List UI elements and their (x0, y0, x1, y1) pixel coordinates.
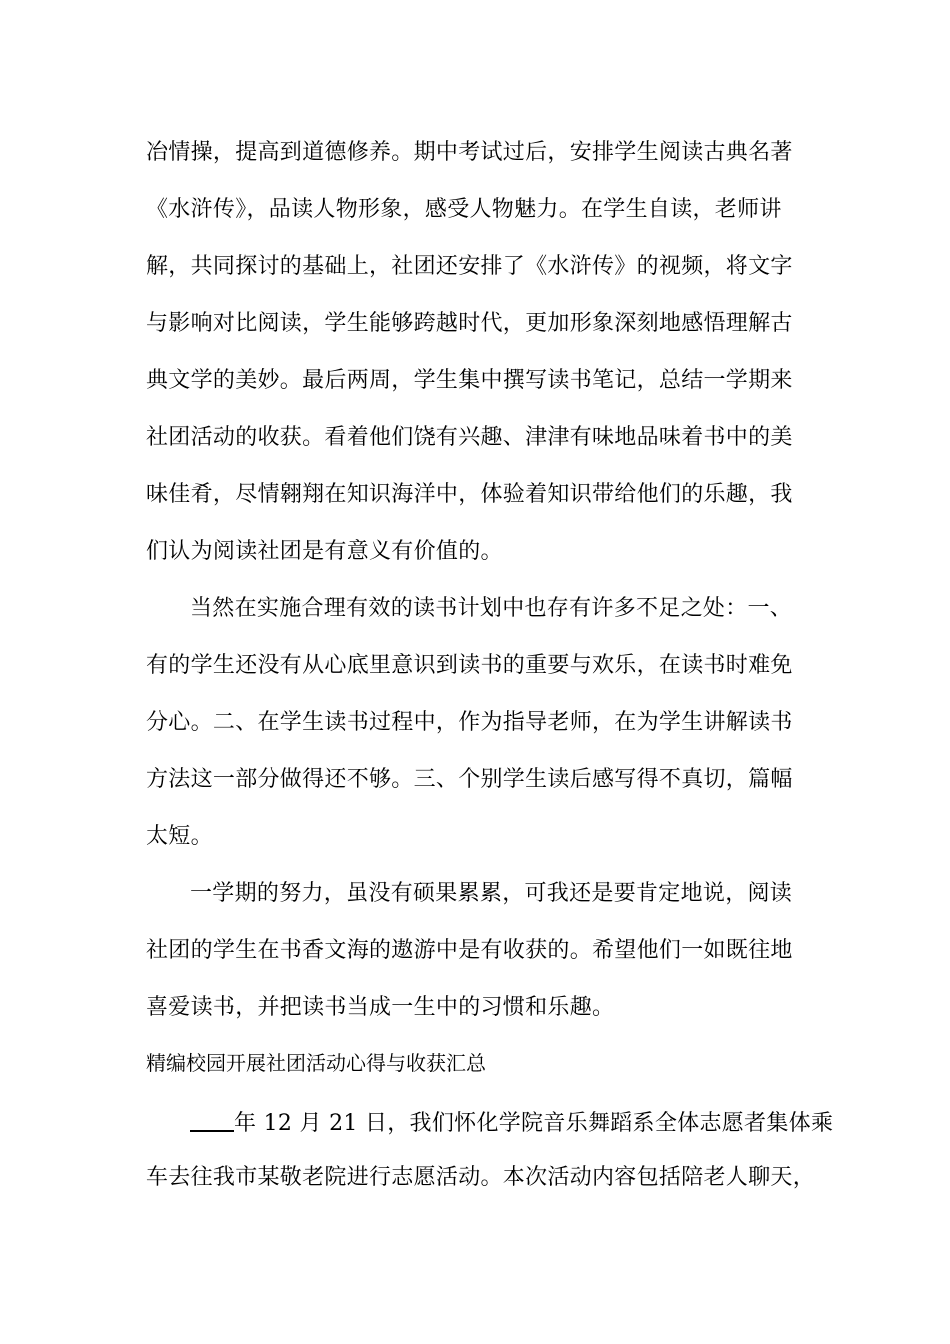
paragraph-4-line-2: 车去往我市某敬老院进行志愿活动。本次活动内容包括陪老人聊天， (146, 1165, 816, 1190)
paragraph-1-line-7: 味佳肴，尽情翱翔在知识海洋中，体验着知识带给他们的乐趣，我 (146, 482, 793, 507)
paragraph-3-line-2: 社团的学生在书香文海的遨游中是有收获的。希望他们一如既往地 (146, 938, 793, 963)
paragraph-1-line-4: 与影响对比阅读，学生能够跨越时代，更加形象深刻地感悟理解古 (146, 311, 793, 336)
paragraph-2-line-1: 当然在实施合理有效的读书计划中也存有许多不足之处：一、 (190, 596, 793, 621)
paragraph-4-line-1 (190, 1106, 833, 1139)
paragraph-2-line-2: 有的学生还没有从心底里意识到读书的重要与欢乐，在读书时难免 (146, 653, 793, 678)
paragraph-2-line-3: 分心。二、在学生读书过程中，作为指导老师，在为学生讲解读书 (146, 710, 793, 735)
paragraph-4-line-1-text: 年 12 月 21 日，我们怀化学院音乐舞蹈系全体志愿者集体乘 (234, 1111, 834, 1136)
paragraph-3-line-1: 一学期的努力，虽没有硕果累累，可我还是要肯定地说，阅读 (190, 881, 793, 906)
paragraph-2-line-5: 太短。 (146, 824, 213, 849)
paragraph-2-line-4: 方法这一部分做得还不够。三、个别学生读后感写得不真切，篇幅 (146, 767, 793, 792)
section-heading: 精编校园开展社团活动心得与收获汇总 (146, 1051, 486, 1075)
paragraph-1-line-5: 典文学的美妙。最后两周，学生集中撰写读书笔记，总结一学期来 (146, 368, 793, 393)
paragraph-1-line-2: 《水浒传》，品读人物形象，感受人物魅力。在学生自读，老师讲 (146, 197, 782, 222)
fill-in-blank (190, 1106, 234, 1132)
paragraph-3-line-3: 喜爱读书，并把读书当成一生中的习惯和乐趣。 (146, 995, 615, 1020)
paragraph-1-line-6: 社团活动的收获。看着他们饶有兴趣、津津有味地品味着书中的美 (146, 425, 793, 450)
paragraph-1-line-1: 冶情操，提高到道德修养。期中考试过后，安排学生阅读古典名著 (146, 140, 793, 165)
paragraph-1-line-8: 们认为阅读社团是有意义有价值的。 (146, 539, 503, 564)
paragraph-1-line-3: 解，共同探讨的基础上，社团还安排了《水浒传》的视频，将文字 (146, 254, 793, 279)
